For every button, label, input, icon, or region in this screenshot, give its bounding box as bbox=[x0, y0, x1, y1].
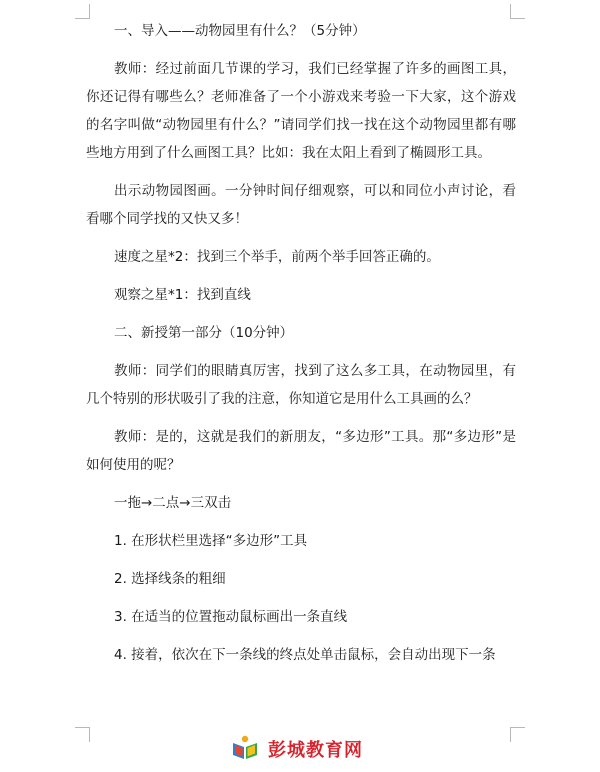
step-item-4: 4. 接着，依次在下一条线的终点处单击鼠标，会自动出现下一条 bbox=[114, 647, 496, 663]
section-heading-intro: 一、导入——动物园里有什么？（5分钟） bbox=[114, 23, 366, 39]
paragraph-teacher-intro: 教师：经过前面几节课的学习，我们已经掌握了许多的画图工具，你还记得有哪些么？老师准备了一个小游戏来考验一下大家，这个游戏的名字叫做“动物园里有什么？”请同学们找一找在这个动物园里都有哪些地方用到了什么画图工具？比如：我在太阳上看到了椭圆形工具。 bbox=[86, 61, 516, 161]
paragraph-teacher-eyes: 教师：同学们的眼睛真厉害，找到了这么多工具，在动物园里，有几个特别的形状吸引了我的注意，你知道它是用什么工具画的么？ bbox=[86, 363, 516, 407]
paragraph-show-picture: 出示动物园图画。一分钟时间仔细观察，可以和同位小声讨论，看看哪个同学找的又快又多！ bbox=[86, 183, 516, 227]
paragraph-speed-star: 速度之星*2：找到三个举手，前两个举手回答正确的。 bbox=[114, 249, 440, 265]
site-footer bbox=[0, 733, 600, 763]
step-item-3: 3. 在适当的位置拖动鼠标画出一条直线 bbox=[114, 609, 348, 625]
document-body bbox=[86, 17, 516, 669]
paragraph-teacher-polygon: 教师：是的，这就是我们的新朋友，“多边形”工具。那“多边形”是如何使用的呢？ bbox=[86, 429, 516, 473]
site-name[interactable]: 彭城教育网 bbox=[268, 740, 363, 761]
book-logo-icon bbox=[230, 733, 260, 761]
paragraph-steps-summary: 一拖→二点→三双击 bbox=[114, 495, 232, 511]
section-heading-new-lesson: 二、新授第一部分（10分钟） bbox=[114, 325, 294, 341]
step-item-2: 2. 选择线条的粗细 bbox=[114, 571, 226, 587]
step-item-1: 1. 在形状栏里选择“多边形”工具 bbox=[114, 533, 308, 549]
paragraph-observe-star: 观察之星*1：找到直线 bbox=[114, 287, 251, 303]
